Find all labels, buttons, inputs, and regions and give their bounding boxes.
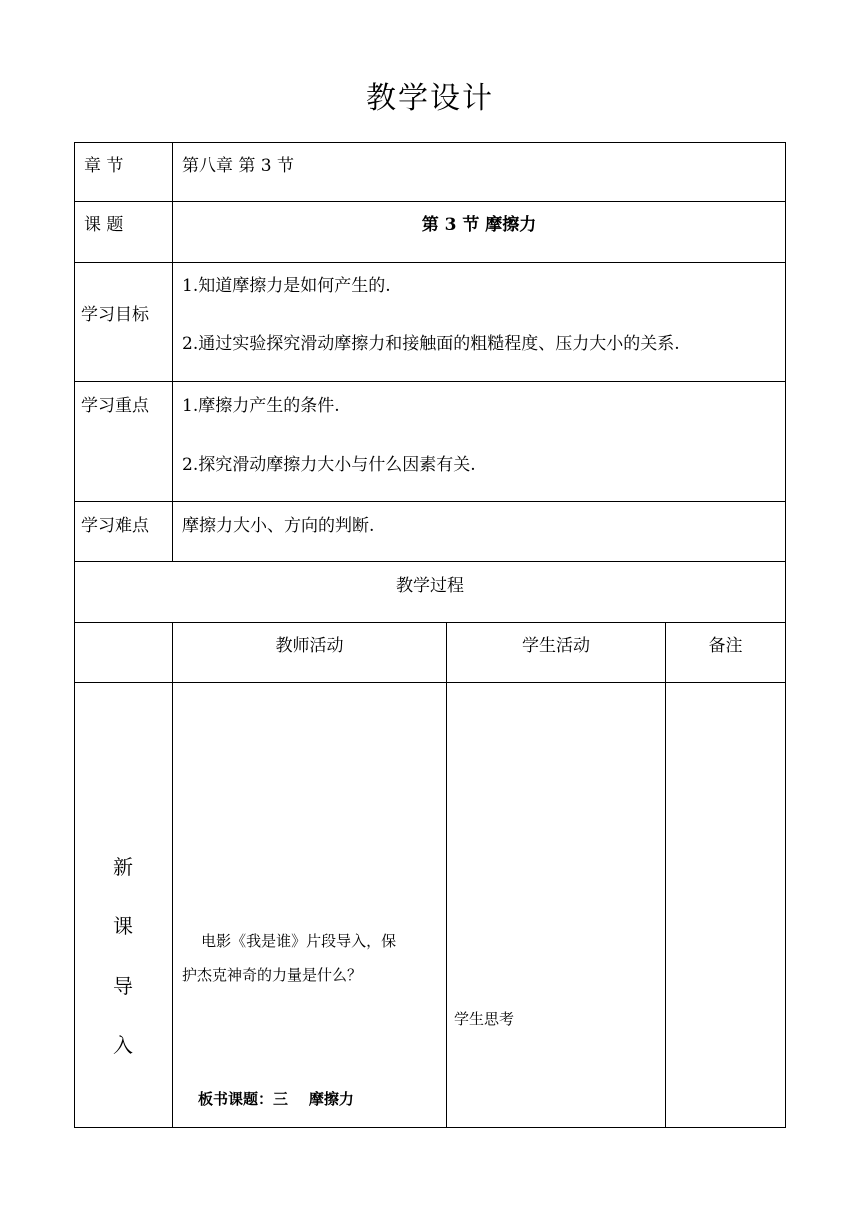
- table-border-top: [74, 142, 786, 143]
- label-column-divider-upper: [172, 142, 173, 562]
- new-lesson-label-char-2: 课: [113, 914, 133, 938]
- row-divider-objectives: [74, 381, 786, 382]
- row-divider-columns: [74, 682, 786, 683]
- difficulties-value: 摩擦力大小、方向的判断.: [182, 516, 375, 536]
- key-point-item-2: 2.探究滑动摩擦力大小与什么因素有关.: [182, 455, 476, 475]
- objective-item-2: 2.通过实验探究滑动摩擦力和接触面的粗糙程度、压力大小的关系.: [182, 334, 680, 354]
- new-lesson-label-char-4: 入: [113, 1033, 133, 1057]
- teacher-activity-line-2: 护杰克神奇的力量是什么？: [182, 966, 363, 984]
- key-point-item-1: 1.摩擦力产生的条件.: [182, 396, 340, 416]
- label-column-divider-lower: [172, 622, 173, 1128]
- student-activity: 学生思考: [454, 1010, 515, 1028]
- row-divider-chapter: [74, 201, 786, 202]
- new-lesson-label-char-3: 导: [113, 974, 133, 998]
- topic-label: 课 题: [84, 215, 124, 235]
- row-divider-key-points: [74, 501, 786, 502]
- table-border-right: [785, 142, 786, 1128]
- new-lesson-label-char-1: 新: [113, 855, 133, 879]
- student-activity-header: 学生活动: [522, 636, 590, 656]
- row-divider-difficulties: [74, 561, 786, 562]
- notes-header: 备注: [708, 636, 743, 656]
- board-title: 板书课题：三 摩擦力: [198, 1090, 354, 1108]
- teacher-activity-header: 教师活动: [275, 636, 344, 656]
- teacher-column-divider: [446, 622, 447, 1128]
- student-column-divider: [665, 622, 666, 1128]
- key-points-label: 学习重点: [81, 396, 149, 416]
- difficulties-label: 学习难点: [81, 516, 149, 536]
- objective-item-1: 1.知道摩擦力是如何产生的.: [182, 276, 391, 296]
- chapter-label: 章 节: [84, 156, 124, 176]
- table-border-bottom: [74, 1127, 786, 1128]
- table-border-left: [74, 142, 75, 1128]
- page-title: 教学设计: [366, 81, 494, 116]
- chapter-value: 第八章 第 3 节: [182, 156, 295, 176]
- topic-value: 第 3 节 摩擦力: [421, 215, 537, 235]
- row-divider-topic: [74, 262, 786, 263]
- objectives-label: 学习目标: [81, 305, 149, 325]
- process-heading: 教学过程: [396, 576, 464, 596]
- row-divider-process: [74, 622, 786, 623]
- teacher-activity-line-1: 电影《我是谁》片段导入，保: [182, 932, 397, 950]
